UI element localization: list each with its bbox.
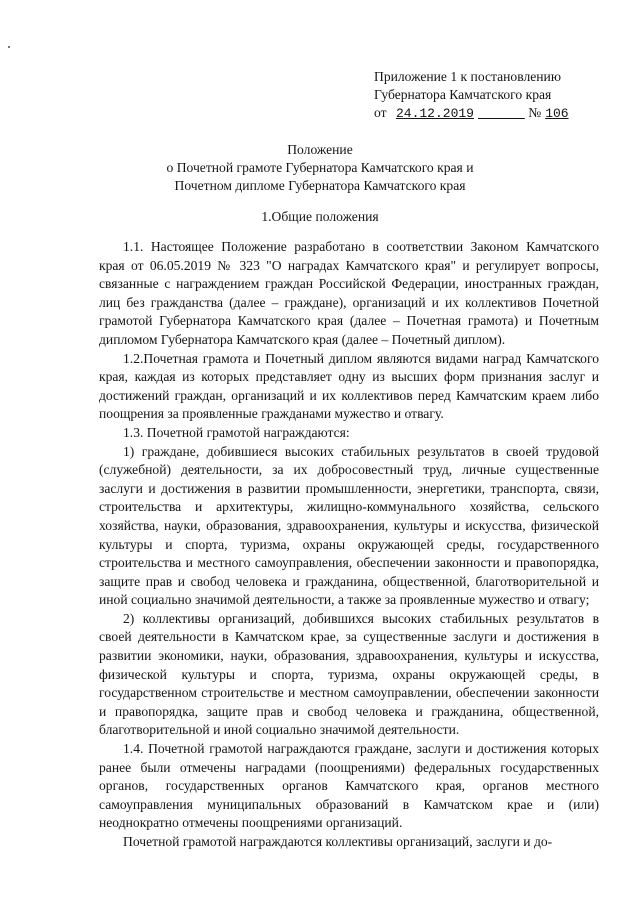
appendix-date-line	[374, 104, 604, 123]
title-line-3: Почетном дипломе Губернатора Камчатского края	[174, 178, 466, 193]
paragraph-1-3: 1.3. Почетной грамотой награждаются:	[123, 424, 350, 440]
document-body	[99, 238, 599, 852]
appendix-line-1: Приложение 1 к постановлению	[374, 69, 561, 84]
title-line-2: о Почетной грамоте Губернатора Камчатского края и	[166, 160, 474, 175]
document-title	[0, 141, 640, 195]
paragraph-item-2: 2) коллективы организаций, добившихся высоких стабильных результатов в своей деятельности в Камчатском крае, за существенные заслуги и достижения в развитии экономики, науки, образования, здравоохранения, культуры и искусства, физической культуры и спорта, туризма, охраны окружающей среды, в государственном строительстве и местном самоуправлении, обеспечении законности и правопорядка, защите прав и свобод человека и гражданина, общественной, благотворительной и иной социально значимой деятельности.	[99, 610, 599, 738]
appendix-header	[374, 68, 604, 123]
number-sign: №	[528, 105, 542, 120]
paragraph-1-4: 1.4. Почетной грамотой награждаются граждане, заслуги и достижения которых ранее были отмечены наградами (поощрениями) федеральных государственных органов, государственных органов Камчатского края, органов местного самоуправления муниципальных образований в Камчатском крае и (или) неоднократно отмечены поощрениями организаций.	[99, 741, 599, 831]
date-prefix: от	[374, 105, 387, 120]
paragraph-1-2: 1.2.Почетная грамота и Почетный диплом являются видами наград Камчатского края, каждая из которых представляет одну из высших форм признания заслуг и достижений граждан, организаций и их коллективов перед Камчатским краем либо поощрения за проявленные гражданами мужество и отвагу.	[99, 350, 599, 422]
decree-date: 24.12.2019	[395, 106, 474, 121]
paragraph-item-1: 1) граждане, добившиеся высоких стабильных результатов в своей трудовой (служебной) деятельности, за их добросовестный труд, личные существенные заслуги и достижения в развитии промышленности, энергетики, транспорта, связи, строительства и архитектуры, жилищно-коммунального хозяйства, сельского хозяйства, науки, образования, здравоохранения, культуры и искусства, физической культуры и спорта, туризма, охраны окружающей среды, государственного строительства и местного самоуправления, обеспечении законности и правопорядка, защите прав и свобод человека и гражданина, общественной, благотворительной и иной социально значимой деятельности, а также за проявленные мужество и отвагу;	[99, 443, 599, 608]
decree-number: 106	[545, 106, 569, 121]
paragraph-1-1: 1.1. Настоящее Положение разработано в соответствии Законом Камчатского края от 06.05.2019 № 323 "О наградах Камчатского края" и регулирует вопросы, связанные с награждением граждан Российской Федерации, иностранных граждан, лиц без гражданства (далее – граждане), организаций и их коллективов Почетной грамотой Губернатора Камчатского края (далее – Почетная грамота) и Почетным дипломом Губернатора Камчатского края (далее – Почетный диплом).	[99, 239, 599, 347]
paragraph-1-4-cont: Почетной грамотой награждаются коллективы организаций, заслуги и до-	[123, 834, 553, 849]
appendix-line-2: Губернатора Камчатского края	[374, 87, 552, 102]
title-line-1: Положение	[287, 142, 353, 157]
date-underline-tail	[478, 106, 525, 121]
scan-speck	[8, 46, 10, 48]
section-heading: 1.Общие положения	[261, 209, 379, 224]
